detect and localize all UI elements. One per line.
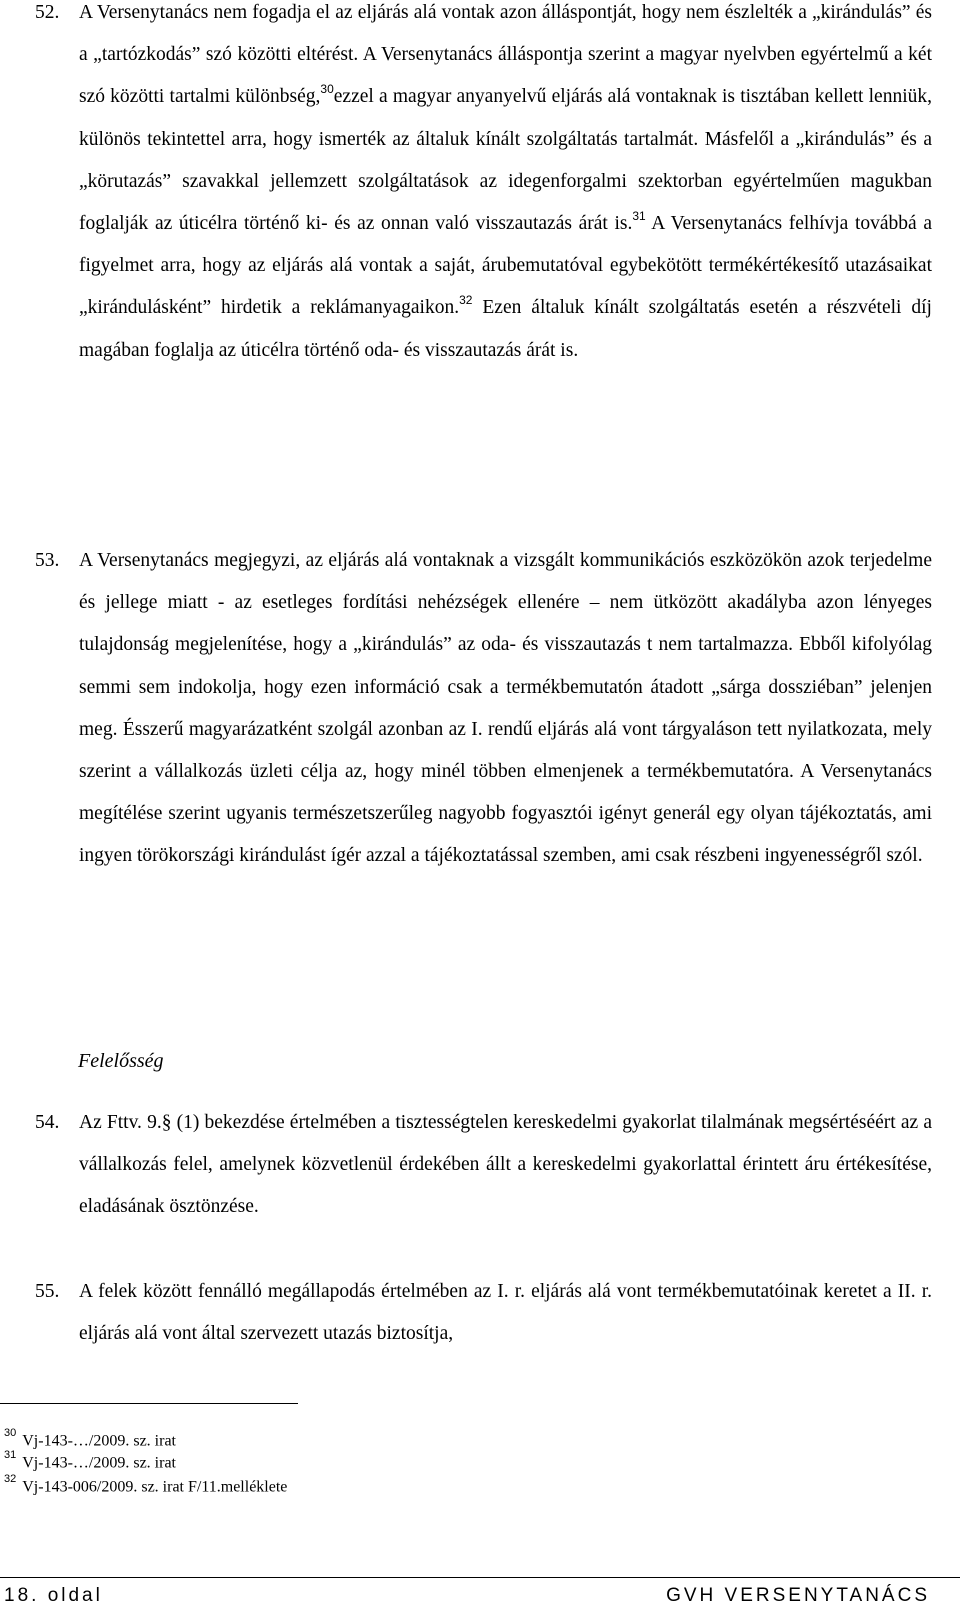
footnote-text: Vj-143-…/2009. sz. irat xyxy=(22,1454,176,1472)
footnote-ref-30[interactable]: 30 xyxy=(320,81,334,96)
footnote-number: 31 xyxy=(4,1449,17,1461)
footnote-text: Vj-143-006/2009. sz. irat F/11.melléklete xyxy=(22,1478,288,1496)
footer-organization: GVH VERSENYTANÁCS xyxy=(666,1585,930,1606)
paragraph-text: A Versenytanács megjegyzi, az eljárás alá vontaknak a vizsgált kommunikációs eszközökön azok terjedelme és jellege miatt - az esetleges fordítási nehézségek ellenére – nem ütközött akadályba azon lényeges tulajdonság megjelenítése, hogy a „kirándulás” az oda- és visszautazás t nem tartalmazza. Ebből kifolyólag semmi sem indokolja, hogy ezen információ csak a termékbemutatón átadott „sárga dossziéban” jelenjen meg. Ésszerű magyarázatként szolgál azonban az I. rendű eljárás alá vont tárgyaláson tett nyilatkozata, mely szerint a vállalkozás üzleti célja az, hogy minél többen elmenjenek a termékbemutatóra. A Versenytanács megítélése szerint ugyanis természetszerűleg nagyobb fogyasztói igényt generál egy olyan tájékoztatás, ami ingyen törökországi kirándulást ígér azzal a tájékoztatással szemben, ami csak részbeni ingyenességről szól. xyxy=(79,550,932,867)
footnote-separator xyxy=(0,1403,298,1404)
footer-separator xyxy=(0,1577,960,1578)
footnote-text: Vj-143-…/2009. sz. irat xyxy=(22,1432,176,1450)
paragraph-text: A Versenytanács nem fogadja el az eljárás alá vontak azon álláspontját, hogy nem észlelték a „kirándulás” és a „tartózkodás” szó közötti eltérést. A Versenytanács álláspontja szerint a magyar nyelvben egyértelmű a két szó közötti tartalmi különbség, xyxy=(79,2,932,108)
footnote-number: 30 xyxy=(4,1427,17,1439)
paragraph-number: 54. xyxy=(35,1112,60,1133)
paragraph-52 xyxy=(35,0,932,372)
footnote-number: 32 xyxy=(4,1473,17,1485)
paragraph-text: A felek között fennálló megállapodás értelmében az I. r. eljárás alá vont termékbemutatóinak keretet a II. r. eljárás alá vont által szervezett utazás biztosítja, xyxy=(79,1281,932,1345)
paragraph-text: ezzel a magyar anyanyelvű eljárás alá vontaknak is tisztában kellett lenniük, különös tekintettel arra, hogy ismerték az általuk kínált szolgáltatás tartalmát. Másfelől a „kirándulás” és a „körutazás” szavakkal jellemzett szolgáltatások az idegenforgalmi szektorban egyértelműen magukban foglalják az úticélra történő ki- és az onnan való visszautazás árát is. xyxy=(79,86,932,235)
page-number: 18. oldal xyxy=(4,1585,103,1606)
section-heading: Felelősség xyxy=(78,1050,164,1072)
paragraph-number: 53. xyxy=(35,550,60,571)
paragraph-text: Ezen általuk kínált szolgáltatás esetén a részvételi díj magában foglalja az úticélra történő oda- és visszautazás árát is. xyxy=(79,297,932,361)
paragraph-number: 52. xyxy=(35,2,60,23)
paragraph-53 xyxy=(35,540,932,878)
paragraph-number: 55. xyxy=(35,1281,60,1302)
paragraph-text: A Versenytanács felhívja továbbá a figyelmet arra, hogy az eljárás alá vontak a saját, árubemutatóval egybekötött termékértékesítő utazásaikat „kirándulásként” hirdetik a reklámanyagaikon. xyxy=(79,213,932,319)
paragraph-55 xyxy=(35,1271,932,1355)
footnote-ref-32[interactable]: 32 xyxy=(459,292,473,307)
footnote-ref-31[interactable]: 31 xyxy=(632,208,646,223)
paragraph-text: Az Fttv. 9.§ (1) bekezdése értelmében a tisztességtelen kereskedelmi gyakorlat tilalmának megsértéséért az a vállalkozás felel, amelynek közvetlenül érdekében állt a kereskedelmi gyakorlattal érintett áru értékesítése, eladásának ösztönzése. xyxy=(79,1112,932,1218)
footnote-32 xyxy=(4,1471,287,1498)
paragraph-54 xyxy=(35,1102,932,1229)
